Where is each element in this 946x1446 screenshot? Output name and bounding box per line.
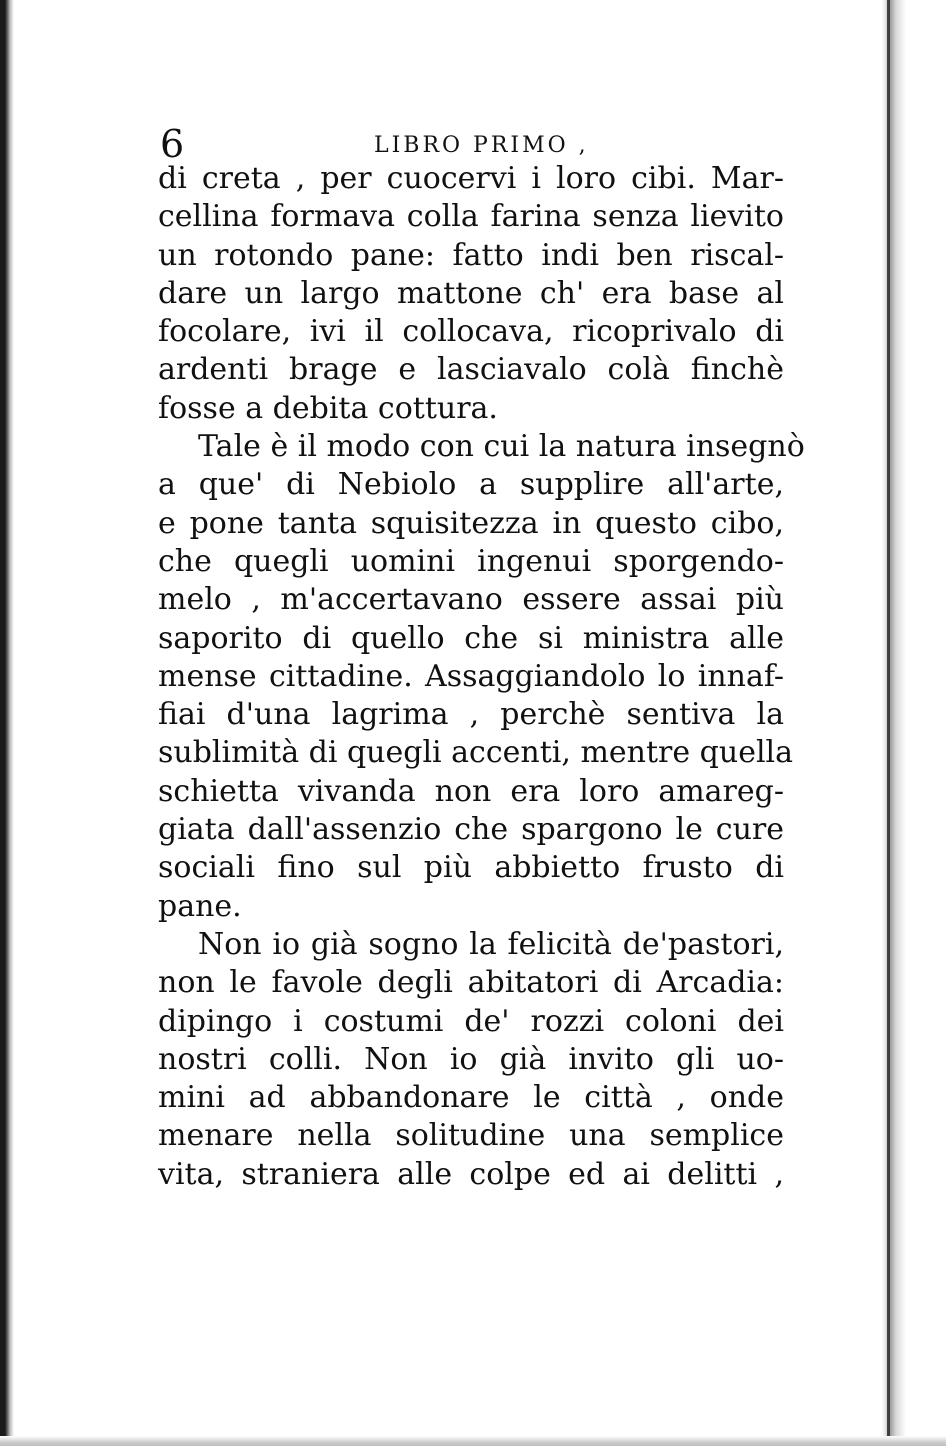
text-line: melo , m'accertavano essere assai più <box>158 582 784 618</box>
page-edge-bottom <box>0 1436 946 1446</box>
text-line: nostri colli. Non io già invito gli uo- <box>158 1041 784 1077</box>
text-line: dare un largo mattone ch' era base al <box>158 275 784 311</box>
text-line: a que' di Nebiolo a supplire all'arte, <box>158 467 784 503</box>
binding-edge-right-line <box>887 0 890 1446</box>
text-line: giata dall'assenzio che spargono le cure <box>158 812 784 848</box>
text-line: saporito di quello che si ministra alle <box>158 620 784 656</box>
paragraph-end-line: pane. <box>158 888 242 924</box>
page-number: 6 <box>160 122 185 166</box>
text-line: un rotondo pane: fatto indi ben riscal- <box>158 237 784 273</box>
binding-edge-left <box>0 0 14 1446</box>
paragraph-start-line: Tale è il modo con cui la natura insegnò <box>198 429 805 465</box>
text-line: focolare, ivi il collocava, ricoprivalo di <box>158 314 784 350</box>
binding-edge-right <box>872 0 946 1446</box>
body-text <box>158 160 805 1194</box>
text-line: che quegli uomini ingenui sporgendo- <box>158 543 784 579</box>
text-line: mense cittadine. Assaggiandolo lo innaf- <box>158 658 784 694</box>
text-line: sociali fino sul più abbietto frusto di <box>158 850 784 886</box>
text-line: ardenti brage e lasciavalo colà finchè <box>158 352 784 388</box>
text-line: mini ad abbandonare le città , onde <box>158 1080 784 1116</box>
text-line: menare nella solitudine una semplice <box>158 1118 784 1154</box>
text-line: schietta vivanda non era loro amareg- <box>158 773 784 809</box>
text-line: dipingo i costumi de' rozzi coloni dei <box>158 1003 784 1039</box>
paragraph-start-line: Non io già sogno la felicità de'pastori, <box>198 926 784 962</box>
text-line: vita, straniera alle colpe ed ai delitti , <box>158 1156 784 1192</box>
text-line: di creta , per cuocervi i loro cibi. Mar- <box>158 161 784 196</box>
running-head: LIBRO PRIMO , <box>374 133 589 158</box>
text-line: fiai d'una lagrima , perchè sentiva la <box>158 697 784 733</box>
text-line: non le favole degli abitatori di Arcadia: <box>158 965 784 1001</box>
text-line: cellina formava colla farina senza lievito <box>158 199 784 235</box>
text-line: sublimità di quegli accenti, mentre quella <box>158 735 794 771</box>
paragraph-end-line: fosse a debita cottura. <box>158 390 498 426</box>
text-line: e pone tanta squisitezza in questo cibo, <box>158 505 784 541</box>
